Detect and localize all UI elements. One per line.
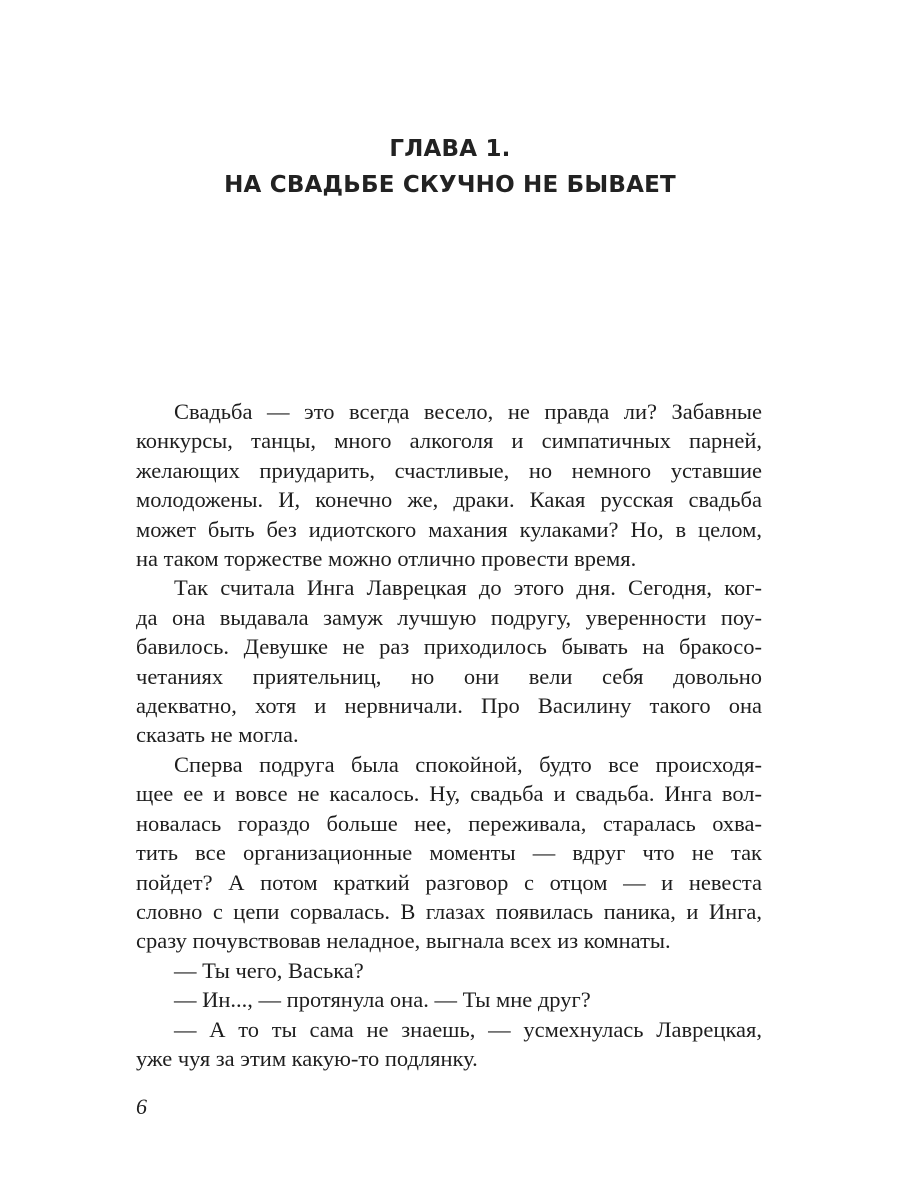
text-line: уже чуя за этим какую-то подлянку. xyxy=(136,1045,478,1071)
text-line: сразу почувствовав неладное, выгнала всех из комнаты. xyxy=(136,928,671,954)
text-line: сказать не могла. xyxy=(136,722,299,748)
text-line: конкурсы, танцы, много алкоголя и симпатичных парней, xyxy=(136,428,762,454)
text-line: пойдет? А потом краткий разговор с отцом — и невеста xyxy=(136,869,762,895)
text-line: молодожены. И, конечно же, драки. Какая русская свадьба xyxy=(136,487,762,513)
text-line: — А то ты сама не знаешь, — усмехнулась Лаврецкая, xyxy=(174,1016,762,1042)
text-line: Так считала Инга Лаврецкая до этого дня. Сегодня, ког- xyxy=(174,575,762,601)
text-line: — Ты чего, Васька? xyxy=(174,957,364,983)
text-line: словно с цепи сорвалась. В глазах появилась паника, и Инга, xyxy=(136,898,762,924)
text-line: да она выдавала замуж лучшую подругу, уверенности поу- xyxy=(136,604,762,630)
text-line: бавилось. Девушке не раз приходилось бывать на бракосо- xyxy=(136,634,762,660)
chapter-title: НА СВАДЬБЕ СКУЧНО НЕ БЫВАЕТ xyxy=(224,172,676,198)
text-line: — Ин..., — протянула она. — Ты мне друг? xyxy=(174,987,591,1013)
text-line: щее ее и вовсе не касалось. Ну, свадьба и свадьба. Инга вол- xyxy=(136,781,762,807)
text-line: может быть без идиотского махания кулаками? Но, в целом, xyxy=(136,516,762,542)
page-number: 6 xyxy=(136,1094,147,1119)
text-line: Сперва подруга была спокойной, будто все происходя- xyxy=(174,751,762,777)
text-line: желающих приударить, счастливые, но немного уставшие xyxy=(136,457,762,483)
text-line: адекватно, хотя и нервничали. Про Василину такого она xyxy=(136,693,762,719)
text-line: четаниях приятельниц, но они вели себя довольно xyxy=(136,663,762,689)
text-line: тить все организационные моменты — вдруг что не так xyxy=(136,840,762,866)
text-line: новалась гораздо больше нее, переживала, старалась охва- xyxy=(136,810,762,836)
body-text xyxy=(136,397,762,1073)
text-line: на таком торжестве можно отлично провести время. xyxy=(136,546,637,572)
chapter-number: ГЛАВА 1. xyxy=(389,136,511,162)
text-line: Свадьба — это всегда весело, не правда ли? Забавные xyxy=(174,399,762,424)
